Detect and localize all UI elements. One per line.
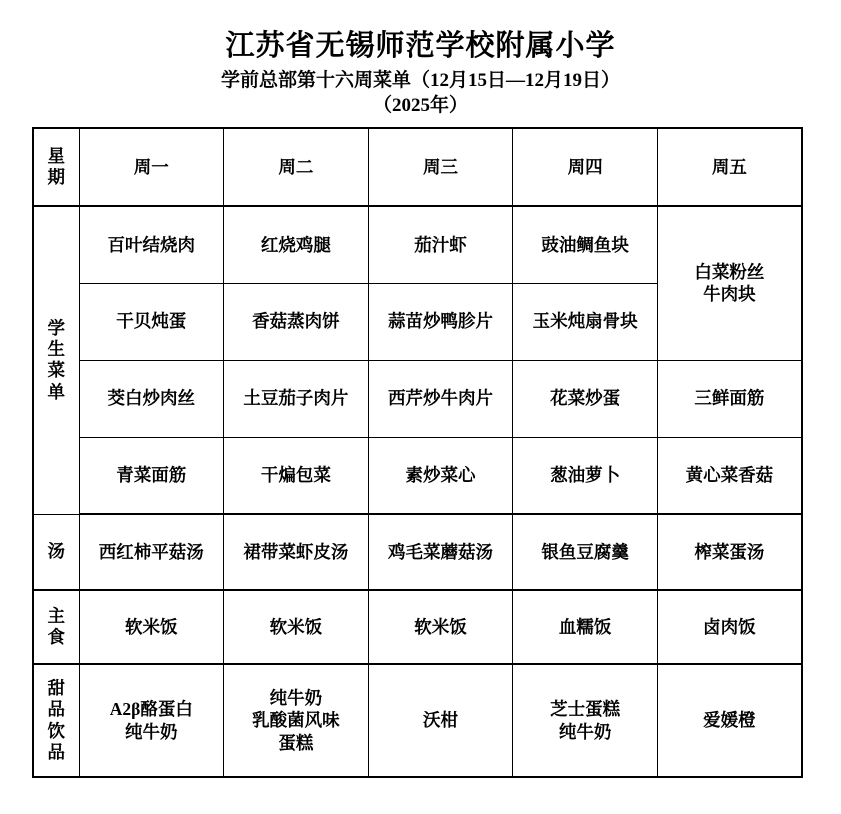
dessert-cell	[513, 664, 658, 777]
dish-cell: 青菜面筋	[79, 437, 224, 514]
student-menu-label-char-2: 菜	[47, 360, 65, 381]
dish-cell: 西芹炒牛肉片	[368, 360, 513, 437]
group-label-soup	[33, 514, 79, 590]
soup-label: 汤	[47, 541, 65, 562]
group-label-staple	[33, 590, 79, 664]
table-row	[33, 360, 802, 437]
dessert-label-char-3: 品	[47, 741, 65, 762]
soup-cell: 鸡毛菜蘑菇汤	[368, 514, 513, 590]
table-row	[33, 206, 802, 283]
table-header-row	[33, 128, 802, 206]
header-day-friday: 周五	[657, 128, 802, 206]
staple-cell: 软米饭	[224, 590, 369, 664]
dessert-cell	[657, 664, 802, 777]
soup-cell: 榨菜蛋汤	[657, 514, 802, 590]
dessert-line: 纯牛奶	[125, 721, 178, 742]
dish-cell: 干贝炖蛋	[79, 283, 224, 360]
dessert-line: 芝士蛋糕	[550, 699, 621, 720]
weekday-label-char-1: 期	[47, 167, 65, 187]
staple-label	[37, 606, 76, 649]
dish-cell: 红烧鸡腿	[224, 206, 369, 283]
weekday-label	[37, 146, 76, 189]
menu-table-wrapper	[32, 127, 801, 778]
table-row-dessert	[33, 664, 802, 777]
page-year: （2025年）	[372, 95, 468, 117]
table-row-staple	[33, 590, 802, 664]
dessert-label-char-1: 品	[47, 699, 65, 720]
dish-cell: 香菇蒸肉饼	[224, 283, 369, 360]
dessert-line: 蛋糕	[278, 732, 314, 753]
dessert-line: 纯牛奶	[558, 721, 612, 742]
dish-cell: 土豆茄子肉片	[224, 360, 369, 437]
dessert-cell	[224, 664, 369, 777]
dish-cell: 花菜炒蛋	[513, 360, 658, 437]
dessert-line: 爱媛橙	[703, 710, 756, 731]
weekly-menu-table	[32, 127, 803, 778]
dish-cell: 豉油鲷鱼块	[513, 206, 658, 283]
dessert-label-char-2: 饮	[47, 720, 65, 741]
dish-cell: 蒜苗炒鸭胗片	[368, 283, 513, 360]
dessert-line: A2β酪蛋白	[109, 699, 193, 720]
page-subtitle: 学前总部第十六周菜单（12月15日—12月19日）	[220, 70, 620, 92]
dish-cell: 三鲜面筋	[657, 360, 802, 437]
dish-cell: 百叶结烧肉	[79, 206, 224, 283]
staple-cell: 软米饭	[79, 590, 224, 664]
dish-cell: 茄汁虾	[368, 206, 513, 283]
header-corner-cell	[33, 128, 79, 206]
student-menu-label	[37, 318, 76, 403]
soup-cell: 银鱼豆腐羹	[513, 514, 658, 590]
dish-line: 牛肉块	[703, 284, 756, 305]
dish-cell: 玉米炖扇骨块	[513, 283, 658, 360]
weekday-label-char-0: 星	[47, 145, 65, 166]
page-title: 江苏省无锡师范学校附属小学	[225, 30, 616, 62]
staple-cell: 卤肉饭	[657, 590, 802, 664]
dish-cell: 茭白炒肉丝	[79, 360, 224, 437]
dessert-label-char-0: 甜	[47, 677, 65, 698]
dessert-cell	[368, 664, 513, 777]
header-day-wednesday: 周三	[368, 128, 513, 206]
dessert-cell	[79, 664, 224, 777]
dish-line: 白菜粉丝	[694, 261, 765, 282]
header-day-tuesday: 周二	[224, 128, 369, 206]
soup-cell: 西红柿平菇汤	[79, 514, 224, 590]
staple-cell: 软米饭	[368, 590, 513, 664]
header-day-monday: 周一	[79, 128, 224, 206]
header-day-thursday: 周四	[513, 128, 658, 206]
dish-cell: 葱油萝卜	[513, 437, 658, 514]
staple-label-char-1: 食	[47, 627, 65, 647]
dish-cell: 素炒菜心	[368, 437, 513, 514]
dessert-line: 乳酸菌风味	[252, 710, 340, 731]
student-menu-label-char-3: 单	[47, 381, 65, 402]
table-row	[33, 437, 802, 514]
title-block	[0, 0, 841, 119]
table-row-soup	[33, 514, 802, 590]
soup-cell: 裙带菜虾皮汤	[224, 514, 369, 590]
dessert-label	[37, 678, 76, 763]
dessert-line: 沃柑	[422, 710, 458, 731]
dish-cell-friday-merged	[657, 206, 802, 360]
dessert-line: 纯牛奶	[269, 687, 323, 708]
student-menu-label-char-0: 学	[47, 317, 65, 338]
group-label-dessert	[33, 664, 79, 777]
student-menu-label-char-1: 生	[47, 338, 65, 359]
staple-cell: 血糯饭	[513, 590, 658, 664]
group-label-student-menu	[33, 206, 79, 514]
dish-cell: 干煸包菜	[224, 437, 369, 514]
dish-cell: 黄心菜香菇	[657, 437, 802, 514]
staple-label-char-0: 主	[47, 605, 65, 626]
